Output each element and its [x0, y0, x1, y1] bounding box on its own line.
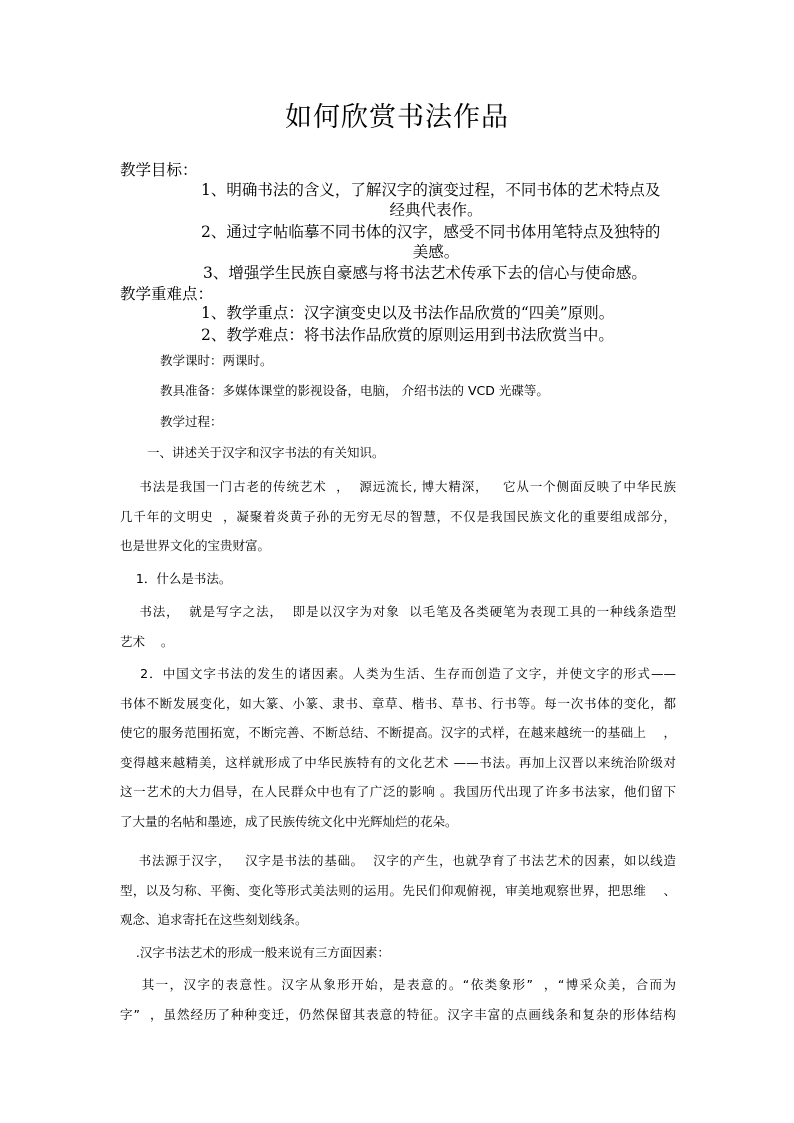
- objective-1-line-1: 1、明确书法的含义，了解汉字的演变过程，不同书体的艺术特点及: [201, 181, 661, 199]
- objectives-heading: 教学目标：: [120, 161, 198, 179]
- paragraph: [120, 570, 676, 600]
- paragraph-line: 了大量的名帖和墨迹，成了民族传统文化中光辉灿烂的花朵。: [120, 813, 458, 829]
- paragraph-line: 1．什么是书法。: [120, 571, 232, 586]
- equipment: 教具准备：多媒体课堂的影视设备，电脑， 介绍书法的 VCD 光碟等。: [160, 383, 549, 398]
- paragraph-line: 2．中国文字书法的发生的诸因素。人类为生活、生存而创造了文字，并使文字的形式——: [120, 666, 676, 681]
- paragraph-line: 观念、追求寄托在这些刻划线条。: [120, 912, 308, 927]
- paragraph-line: 书体不断发展变化，如大篆、小篆、隶书、章草、楷书、草书、行书等。每一次书体的变化，都: [120, 695, 676, 711]
- paragraph: [120, 944, 676, 974]
- paragraph-line: 这一艺术的大力倡导，在人民群众中也有了广泛的影响 。我国历代出现了许多书法家，他们留下: [120, 784, 676, 799]
- paragraph: [120, 603, 676, 662]
- key-point-2: 2、教学难点：将书法作品欣赏的原则运用到书法欣赏当中。: [201, 326, 614, 344]
- key-point-1: 1、教学重点：汉字演变史以及书法作品欣赏的“四美”原则。: [201, 304, 615, 322]
- paragraph: [120, 852, 676, 941]
- class-hours: 教学课时：两课时。: [160, 353, 273, 368]
- paragraph: [120, 976, 676, 1035]
- paragraph: [120, 665, 676, 842]
- teaching-process: 教学过程：: [160, 414, 223, 429]
- paragraph-line: 艺术 。: [120, 633, 174, 649]
- paragraph-line: 使它的服务范围拓宽，不断完善、不断总结、不断提高。汉字的式样，在越来越统一的基础上 ，: [120, 725, 676, 740]
- objective-2-line-1: 2、通过字帖临摹不同书体的汉字，感受不同书体用笔特点及独特的: [201, 223, 661, 241]
- paragraph-line: 几千年的文明史 ，凝聚着炎黄子孙的无穷无尽的智慧，不仅是我国民族文化的重要组成部分，: [120, 508, 676, 524]
- section-heading-1: 一、讲述关于汉字和汉字书法的有关知识。: [147, 445, 385, 460]
- paragraph: [120, 478, 676, 567]
- objective-2-line-2: 美感。: [412, 243, 460, 261]
- objective-1-line-2: 经典代表作。: [389, 201, 483, 219]
- paragraph-line: 型，以及匀称、平衡、变化等形式美法则的运用。先民们仰观俯视，审美地观察世界，把思维 、: [120, 882, 676, 898]
- paragraph-line: 字” ，虽然经历了种种变迁，仍然保留其表意的特征。汉字丰富的点画线条和复杂的形体结构: [120, 1006, 676, 1022]
- paragraph-line: 书法， 就是写字之法， 即是以汉字为对象 以毛笔及各类硬笔为表现工具的一种线条造型: [120, 604, 676, 619]
- paragraph-line: 书法源于汉字， 汉字是书法的基础。 汉字的产生，也就孕育了书法艺术的因素，如以线造: [120, 853, 676, 868]
- paragraph-line: .汉字书法艺术的形成一般来说有三方面因素：: [120, 945, 390, 960]
- key-points-heading: 教学重难点：: [120, 285, 214, 303]
- paragraph-line: 书法是我国一门古老的传统艺术 ， 源远流长, 博大精深， 它从一个侧面反映了中华民族: [120, 479, 676, 494]
- document-title: 如何欣赏书法作品: [285, 102, 509, 133]
- objective-3: 3、增强学生民族自豪感与将书法艺术传承下去的信心与使命感。: [203, 264, 647, 282]
- paragraph-line: 其一，汉字的表意性。汉字从象形开始，是表意的。“依类象形” ，“博采众美，合而为: [120, 977, 676, 992]
- paragraph-line: 变得越来越精美，这样就形成了中华民族特有的文化艺术 ——书法。再加上汉晋以来统治阶级对: [120, 754, 676, 770]
- paragraph-line: 也是世界文化的宝贵财富。: [120, 538, 271, 553]
